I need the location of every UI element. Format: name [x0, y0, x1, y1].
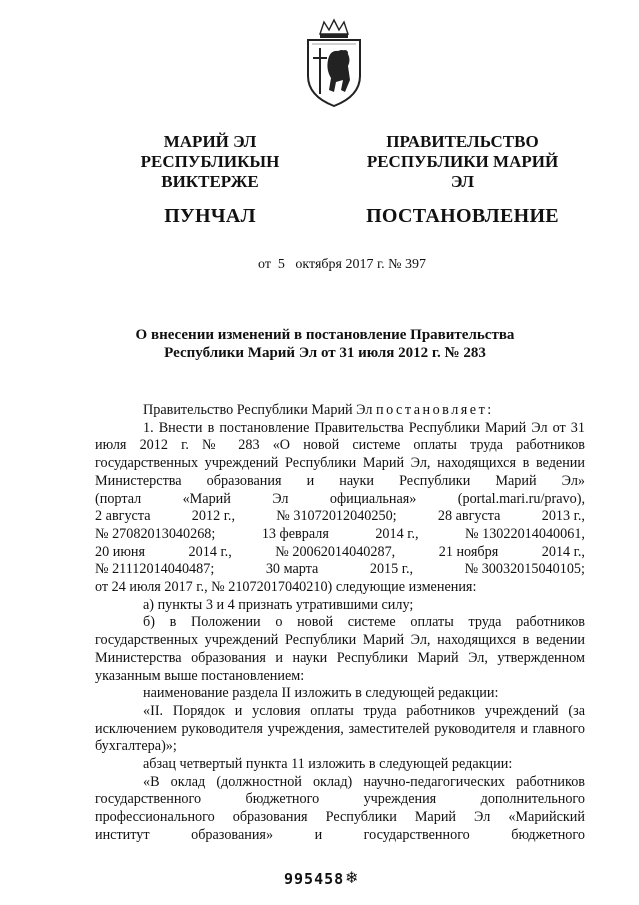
header-right	[355, 132, 570, 226]
document-body	[95, 402, 585, 845]
serial-number: 995458	[284, 870, 345, 888]
date-row-cell: 20 июня	[95, 543, 146, 560]
header-right-line1: ПРАВИТЕЛЬСТВО	[386, 132, 539, 151]
date-row-4	[95, 544, 585, 562]
intro-paragraph	[95, 402, 585, 420]
intro-verb: постановляет:	[375, 402, 494, 418]
date-row-cell: 2014 г.,	[541, 543, 585, 560]
header-left-line2: ВИКТЕРЖЕ	[161, 172, 259, 191]
date-row-3	[95, 526, 585, 544]
date-row-cell: 2013 г.,	[541, 508, 585, 525]
date-row-cell: 30 марта	[265, 561, 319, 578]
date-row-cell: 21 ноября	[438, 543, 499, 560]
item-1-paragraph: 1. Внести в постановление Правительства Республики Марий Эл от 31 июля 2012 г. № 283 «О новой системе оплаты труда работников государственных учреждений Республики Марий Эл, находящихся в ведении Министерства образования и науки Республики Марий Эл»	[95, 419, 585, 489]
portal-row-cell: «Марий	[182, 490, 231, 507]
header-left-line1: МАРИЙ ЭЛ РЕСПУБЛИКЫН	[140, 132, 280, 171]
date-row-5	[95, 561, 585, 579]
coat-of-arms-icon	[298, 18, 370, 108]
date-row-cell: 28 августа	[437, 508, 501, 525]
item-a: а) пункты 3 и 4 признать утратившими силу;	[143, 596, 414, 613]
last-row-cell: институт	[95, 826, 150, 843]
date-row-2	[95, 508, 585, 526]
header-right-doc-type: ПОСТАНОВЛЕНИЕ	[366, 205, 559, 227]
last-row-cell: образования»	[191, 826, 274, 843]
quote-start: «В оклад (должностной оклад) научно-педагогических работников государственного бюджетного учреждения дополнительного профессионального образования Республики Марий Эл «Марийский	[95, 773, 585, 826]
document-title-line2: Республики Марий Эл от 31 июля 2012 г. № 283	[164, 345, 486, 361]
last-row-cell: и	[314, 826, 323, 843]
date-row-cell: 2 августа	[95, 508, 151, 525]
header-right-line2: РЕСПУБЛИКИ МАРИЙ ЭЛ	[366, 152, 559, 191]
header-left	[95, 132, 325, 226]
section-quote: «II. Порядок и условия оплаты труда работников учреждений (за исключением руководителя учреждения, заместителей руководителя и главного бухгалтера)»;	[95, 702, 585, 755]
section-title-instruction: наименование раздела II изложить в следующей редакции:	[143, 685, 499, 702]
portal-row-cell: (портал	[95, 490, 142, 507]
date-row-cell: № 21112014040487;	[95, 561, 215, 578]
date-row-cell: 2014 г.,	[188, 543, 232, 560]
snowflake-icon: ❄	[345, 870, 359, 887]
last-row-cell: государственного	[363, 826, 470, 843]
date-row-cell: 2015 г.,	[369, 561, 414, 578]
date-row-cell: 2012 г.,	[191, 508, 236, 525]
portal-row-cell: (portal.mari.ru/pravo),	[457, 490, 585, 507]
date-row-6: от 24 июля 2017 г., № 21072017040210) следующие изменения:	[95, 579, 477, 596]
para4-instruction: абзац четвертый пункта 11 изложить в следующей редакции:	[143, 756, 513, 773]
date-row-cell: № 30032015040105;	[464, 561, 585, 578]
portal-row	[95, 491, 585, 509]
last-row	[95, 827, 585, 845]
item-b: б) в Положении о новой системе оплаты труда работников государственных учреждений Республики Марий Эл, находящихся в ведении Министерства образования и науки Республики Марий Эл, утвержденном указанным выше постановлением:	[95, 614, 585, 684]
date-row-cell: № 20062014040287,	[275, 543, 396, 560]
header-left-doc-type: ПУНЧАЛ	[164, 205, 256, 227]
last-row-cell: бюджетного	[511, 826, 585, 843]
date-row-cell: № 13022014040061,	[465, 525, 585, 542]
date-row-cell: № 27082013040268;	[95, 525, 216, 542]
document-date: от 5 октября 2017 г. № 397	[258, 257, 427, 272]
date-row-cell: № 31072012040250;	[276, 508, 397, 525]
intro-text: Правительство Республики Марий Эл	[143, 402, 373, 418]
portal-row-cell: официальная»	[329, 490, 417, 507]
date-row-cell: 13 февраля	[261, 525, 329, 542]
document-title-line1: О внесении изменений в постановление Правительства	[135, 327, 515, 343]
document-title	[90, 326, 560, 362]
date-row-cell: 2014 г.,	[375, 525, 419, 542]
portal-row-cell: Эл	[272, 490, 289, 507]
